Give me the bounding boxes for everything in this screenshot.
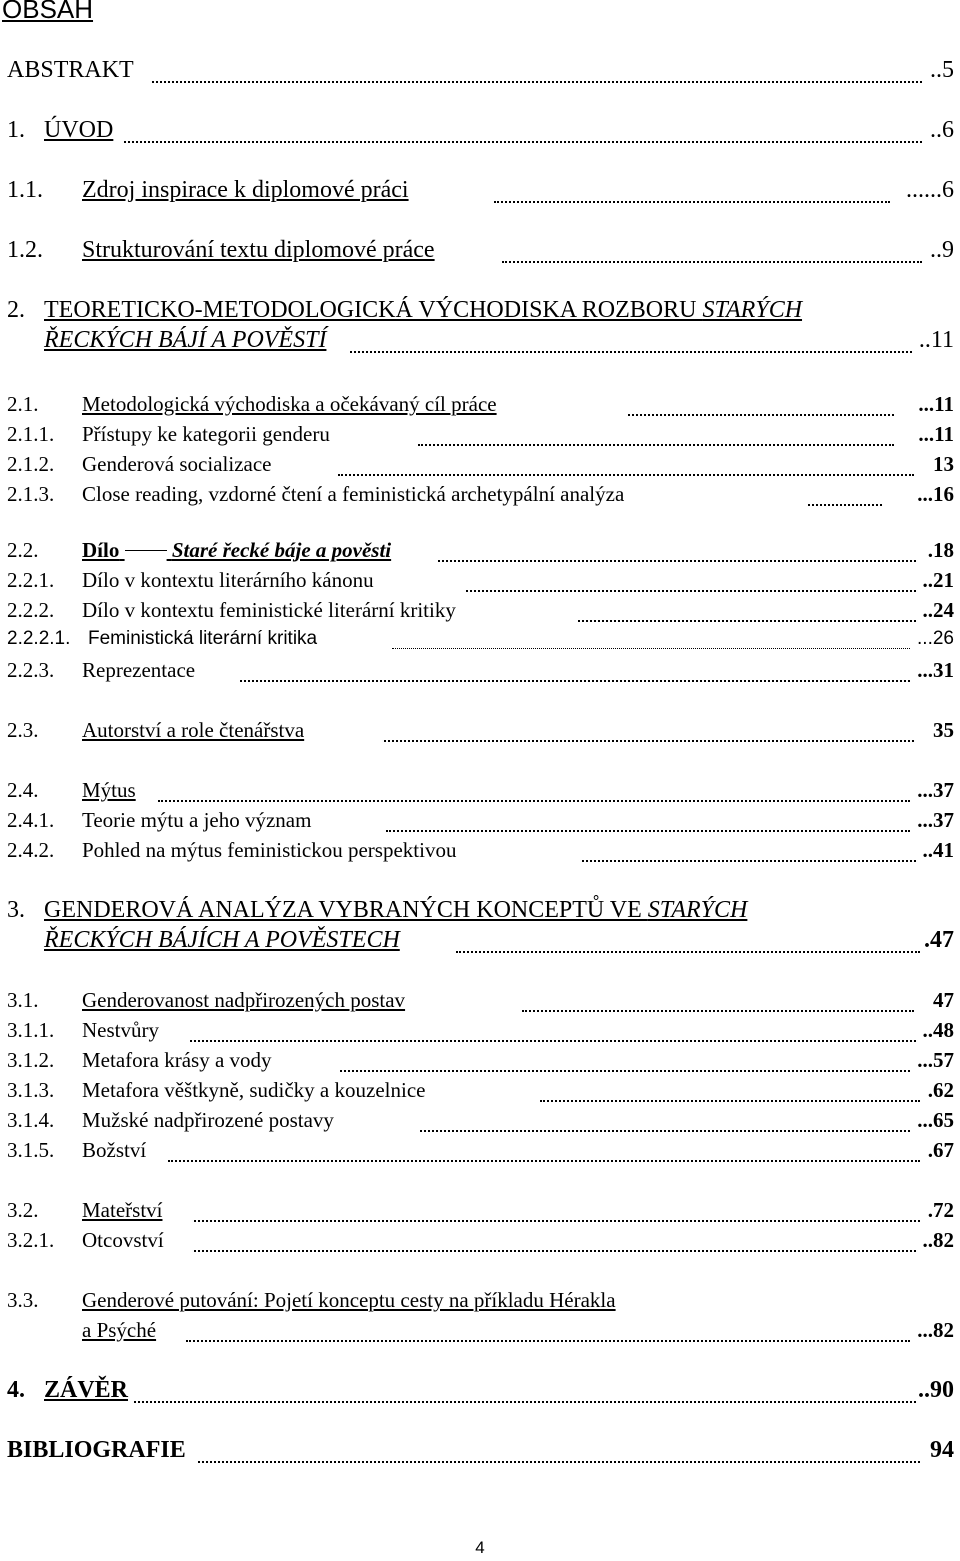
dot-leader: [198, 1461, 920, 1463]
dot-leader: [152, 81, 922, 83]
dot-leader: [540, 1100, 920, 1102]
toc-entry[interactable]: [0, 808, 960, 840]
toc-page: .67: [927, 1138, 954, 1162]
toc-number: 2.1.2.: [7, 452, 55, 476]
toc-title: TEORETICKO-METODOLOGICKÁ VÝCHODISKA ROZBORU STARÝCH: [44, 297, 803, 323]
toc-number: 2.2.1.: [7, 568, 55, 592]
toc-entry[interactable]: [0, 1377, 960, 1409]
toc-number: 2.3.: [7, 718, 39, 742]
toc-page: ...11: [918, 392, 954, 416]
dot-leader: [456, 951, 920, 953]
toc-number: 2.1.3.: [7, 482, 55, 506]
toc-number: 2.1.: [7, 392, 39, 416]
toc-page: ..11: [918, 327, 954, 353]
toc-entry[interactable]: [0, 838, 960, 870]
toc-title: Genderové putování: Pojetí konceptu cesty na příkladu Hérakla: [82, 1288, 616, 1312]
toc-title: Nestvůry: [82, 1018, 159, 1042]
toc-number: 3.1.1.: [7, 1018, 55, 1042]
toc-page: .47: [924, 927, 954, 953]
toc-entry-continuation[interactable]: [0, 327, 960, 359]
dot-leader: [420, 1130, 910, 1132]
dot-leader: [134, 1401, 916, 1403]
toc-title: Genderová socializace: [82, 452, 272, 476]
toc-entry[interactable]: [0, 177, 960, 209]
dot-leader: [386, 830, 910, 832]
toc-page: ...31: [917, 658, 954, 682]
toc-entry[interactable]: [0, 718, 960, 750]
toc-number: 2.2.3.: [7, 658, 55, 682]
toc-title: Feministická literární kritika: [88, 628, 318, 649]
toc-page: 47: [933, 988, 954, 1012]
toc-page: ..9: [930, 237, 954, 263]
toc-entry[interactable]: [0, 1048, 960, 1080]
toc-number: 3.1.4.: [7, 1108, 55, 1132]
toc-number: 3.2.: [7, 1198, 39, 1222]
dot-leader: [340, 1070, 910, 1072]
toc-entry[interactable]: [0, 1437, 960, 1469]
toc-entry[interactable]: [0, 568, 960, 600]
toc-number: 1.: [7, 117, 25, 143]
toc-title: Zdroj inspirace k diplomové práci: [82, 177, 409, 203]
toc-number: 3.1.: [7, 988, 39, 1012]
toc-page: .62: [927, 1078, 954, 1102]
toc-title: Genderovanost nadpřirozených postav: [82, 988, 406, 1012]
toc-title: Metafora krásy a vody: [82, 1048, 272, 1072]
page-number: 4: [475, 1538, 485, 1557]
toc-entry[interactable]: [0, 57, 960, 89]
toc-entry[interactable]: [0, 658, 960, 690]
toc-number: 1.2.: [7, 237, 43, 263]
dot-leader: [124, 141, 922, 143]
dot-leader: [240, 680, 910, 682]
toc-entry[interactable]: [0, 1198, 960, 1230]
toc-entry[interactable]: [0, 117, 960, 149]
dot-leader: [578, 620, 916, 622]
toc-entry[interactable]: [0, 897, 960, 929]
dot-leader: [384, 740, 914, 742]
toc-page: ..48: [922, 1018, 954, 1042]
toc-title: Dílo v kontextu literárního kánonu: [82, 568, 374, 592]
dot-leader: [494, 201, 890, 203]
toc-page: ......6: [906, 177, 954, 203]
toc-entry[interactable]: [0, 598, 960, 630]
dot-leader: [808, 504, 882, 506]
toc-entry[interactable]: [0, 1138, 960, 1170]
toc-page: ...65: [917, 1108, 954, 1132]
toc-number: 2.4.1.: [7, 808, 55, 832]
toc-entry[interactable]: [0, 1078, 960, 1110]
toc-title: ZÁVĚR: [44, 1377, 129, 1403]
toc-number: 4.: [7, 1377, 25, 1403]
toc-title: ŘECKÝCH BÁJÍCH A POVĚSTECH: [44, 927, 400, 953]
toc-number: 2.: [7, 297, 25, 323]
toc-entry[interactable]: [0, 297, 960, 329]
dot-leader: [418, 444, 894, 446]
toc-page: ...11: [918, 422, 954, 446]
toc-page: ..6: [930, 117, 954, 143]
toc-title: ÚVOD: [44, 117, 114, 143]
toc-title: ŘECKÝCH BÁJÍ A POVĚSTÍ: [44, 327, 327, 353]
toc-title: GENDEROVÁ ANALÝZA VYBRANÝCH KONCEPTŮ VE STARÝCH: [44, 897, 748, 923]
toc-page: ...16: [917, 482, 954, 506]
toc-entry[interactable]: [0, 538, 960, 570]
dot-leader: [628, 414, 894, 416]
toc-title: Dílo Staré řecké báje a pověsti: [82, 538, 392, 562]
toc-entry[interactable]: [0, 988, 960, 1020]
toc-page: ..82: [922, 1228, 954, 1252]
dot-leader: [194, 1220, 920, 1222]
toc-entry[interactable]: [0, 1018, 960, 1050]
toc-title: Metodologická východiska a očekávaný cíl práce: [82, 392, 497, 416]
toc-title: Mýtus: [82, 778, 136, 802]
dot-leader: [582, 860, 916, 862]
toc-entry[interactable]: [0, 1108, 960, 1140]
toc-entry-continuation[interactable]: [0, 1318, 960, 1350]
dot-leader: [186, 1340, 910, 1342]
toc-title: Otcovství: [82, 1228, 164, 1252]
toc-number: 2.1.1.: [7, 422, 55, 446]
toc-number: 2.2.2.: [7, 598, 55, 622]
toc-number: 2.4.2.: [7, 838, 55, 862]
toc-title: Mužské nadpřirozené postavy: [82, 1108, 334, 1132]
toc-title: a Psýché: [82, 1318, 157, 1342]
dot-leader: [194, 1250, 916, 1252]
toc-number: 2.2.: [7, 538, 39, 562]
toc-entry-continuation[interactable]: [0, 927, 960, 959]
dot-leader: [158, 800, 910, 802]
toc-number: 3.: [7, 897, 25, 923]
toc-number: 2.4.: [7, 778, 39, 802]
toc-page: .72: [927, 1198, 954, 1222]
toc-title: Reprezentace: [82, 658, 196, 682]
toc-entry[interactable]: [0, 237, 960, 269]
toc-number: 3.1.2.: [7, 1048, 55, 1072]
toc-page: ...57: [917, 1048, 954, 1072]
toc-page: ..5: [930, 57, 954, 83]
toc-number: 3.1.5.: [7, 1138, 55, 1162]
toc-title: Close reading, vzdorné čtení a feministická archetypální analýza: [82, 482, 625, 506]
toc-page: ...26: [917, 628, 954, 649]
toc-title: Strukturování textu diplomové práce: [82, 237, 435, 263]
toc-title: Mateřství: [82, 1198, 163, 1222]
toc-number: 1.1.: [7, 177, 43, 203]
toc-number: 3.1.3.: [7, 1078, 55, 1102]
toc-entry[interactable]: [0, 1288, 960, 1320]
toc-page: ..21: [922, 568, 954, 592]
toc-title: Autorství a role čtenářstva: [82, 718, 305, 742]
toc-entry[interactable]: [0, 778, 960, 810]
toc-title: Přístupy ke kategorii genderu: [82, 422, 330, 446]
dot-leader: [502, 261, 922, 263]
toc-number: 3.3.: [7, 1288, 39, 1312]
toc-page: ..24: [922, 598, 954, 622]
toc-entry[interactable]: [0, 392, 960, 424]
toc-heading: OBSAH: [2, 0, 94, 24]
toc-page: ...37: [917, 778, 954, 802]
toc-title: Metafora věštkyně, sudičky a kouzelnice: [82, 1078, 426, 1102]
dot-leader: [392, 648, 910, 649]
dot-leader: [466, 590, 916, 592]
toc-page: ..41: [922, 838, 954, 862]
dot-leader: [438, 560, 916, 562]
toc-title: Božství: [82, 1138, 147, 1162]
toc-entry[interactable]: [0, 1228, 960, 1260]
toc-entry[interactable]: [0, 422, 960, 454]
toc-page: 13: [933, 452, 954, 476]
toc-page: ...37: [917, 808, 954, 832]
toc-page: .18: [927, 538, 954, 562]
toc-entry[interactable]: [0, 452, 960, 484]
toc-title: BIBLIOGRAFIE: [7, 1437, 186, 1463]
toc-title: ABSTRAKT: [7, 57, 134, 83]
dot-leader: [522, 1010, 914, 1012]
dot-leader: [168, 1160, 920, 1162]
toc-number: 3.2.1.: [7, 1228, 55, 1252]
dot-leader: [350, 351, 912, 353]
toc-title: Pohled na mýtus feministickou perspektivou: [82, 838, 457, 862]
toc-page: ...82: [917, 1318, 954, 1342]
toc-entry[interactable]: [0, 482, 960, 514]
dot-leader: [190, 1040, 916, 1042]
toc-page: 94: [930, 1437, 954, 1463]
dot-leader: [338, 474, 914, 476]
toc-title: Dílo v kontextu feministické literární kritiky: [82, 598, 456, 622]
toc-page: 35: [933, 718, 954, 742]
toc-page: ..90: [918, 1377, 954, 1403]
toc-number: 2.2.2.1.: [7, 628, 71, 649]
toc-entry[interactable]: [0, 628, 960, 660]
toc-title: Teorie mýtu a jeho význam: [82, 808, 312, 832]
